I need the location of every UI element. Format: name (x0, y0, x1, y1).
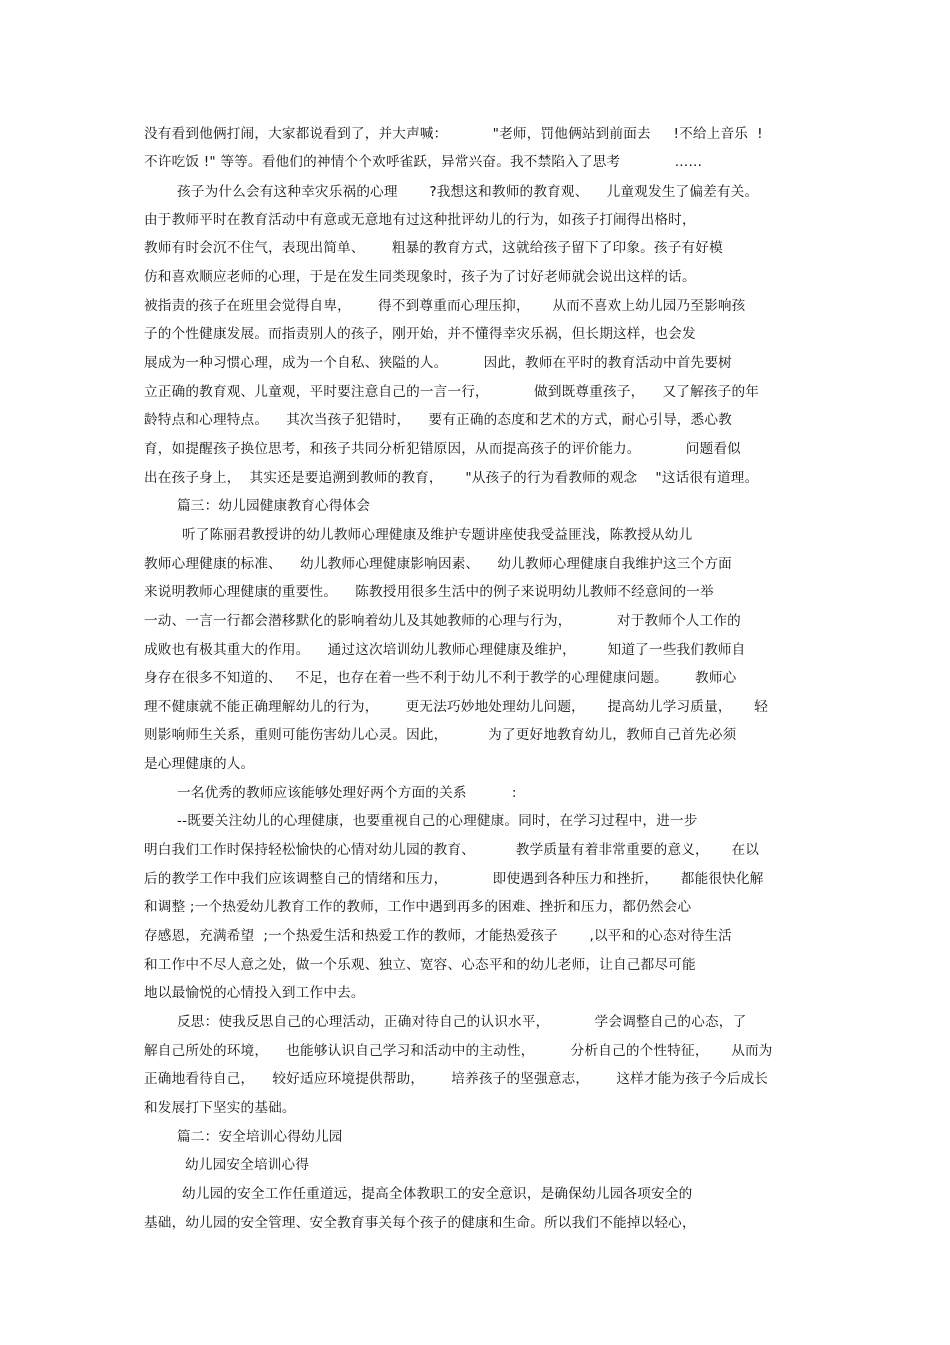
text-line: 教师有时会沉不住气，表现出简单、 粗暴的教育方式，这就给孩子留下了印象。孩子有好模 (144, 240, 723, 256)
text-line: 存感恩，充满希望 ;一个热爱生活和热爱工作的教师，才能热爱孩子 ,以平和的心态对待生活 (144, 928, 732, 944)
text-line: 孩子为什么会有这种幸灾乐祸的心理 ?我想这和教师的教育观、 儿童观发生了偏差有关。 (177, 184, 759, 200)
text-line: 幼儿园的安全工作任重道远，提高全体教职工的安全意识，是确保幼儿园各项安全的 (182, 1186, 693, 1202)
text-line: 教师心理健康的标准、 幼儿教师心理健康影响因素、 幼儿教师心理健康自我维护这三个方面 (144, 556, 732, 572)
text-line: 不许吃饭 !" 等等。看他们的神情个个欢呼雀跃，异常兴奋。我不禁陷入了思考 …… (144, 154, 703, 170)
text-line: 育，如提醒孩子换位思考，和孩子共同分析犯错原因，从而提高孩子的评价能力。 问题看似 (144, 441, 741, 457)
text-line: 来说明教师心理健康的重要性。 陈教授用很多生活中的例子来说明幼儿教师不经意间的一举 (144, 584, 714, 600)
text-line: 一动、一言一行都会潜移默化的影响着幼儿及其她教师的心理与行为， 对于教师个人工作的 (144, 613, 741, 629)
text-line: 没有看到他俩打闹，大家都说看到了，并大声喊： "老师，罚他俩站到前面去 !不给上音乐 ! (144, 126, 763, 142)
text-line: 是心理健康的人。 (144, 756, 255, 772)
text-line: 和发展打下坚实的基础。 (144, 1100, 296, 1116)
text-line: 展成为一种习惯心理，成为一个自私、狭隘的人。 因此，教师在平时的教育活动中首先要树 (144, 355, 732, 371)
text-line: --既要关注幼儿的心理健康，也要重视自己的心理健康。同时，在学习过程中，进一步 (177, 813, 698, 829)
text-line: 立正确的教育观、儿童观，平时要注意自己的一言一行， 做到既尊重孩子， 又了解孩子的年 (144, 384, 760, 400)
text-line: 则影响师生关系，重则可能伤害幼儿心灵。因此， 为了更好地教育幼儿，教师自己首先必须 (144, 727, 737, 743)
text-line: 解自己所处的环境， 也能够认识自己学习和活动中的主动性， 分析自己的个性特征， 从而为 (144, 1043, 773, 1059)
text-line: 正确地看待自己， 较好适应环境提供帮助， 培养孩子的坚强意志， 这样才能为孩子今后成长 (144, 1071, 769, 1087)
text-line: 被指责的孩子在班里会觉得自卑， 得不到尊重而心理压抑， 从而不喜欢上幼儿园乃至影响孩 (144, 298, 746, 314)
text-line: 成败也有极其重大的作用。 通过这次培训幼儿教师心理健康及维护， 知道了一些我们教师自 (144, 642, 746, 658)
text-line: 一名优秀的教师应该能够处理好两个方面的关系 : (177, 785, 517, 801)
text-line: 仿和喜欢顺应老师的心理，于是在发生同类现象时，孩子为了讨好老师就会说出这样的话。 (144, 269, 696, 285)
subheading: 幼儿园安全培训心得 (185, 1157, 310, 1173)
text-line: 龄特点和心理特点。 其次当孩子犯错时， 要有正确的态度和艺术的方式，耐心引导，悉心教 (144, 412, 732, 428)
text-line: 出在孩子身上， 其实还是要追溯到教师的教育， "从孩子的行为看教师的观念 "这话很有道理。 (144, 470, 759, 486)
text-line: 子的个性健康发展。而指责别人的孩子，刚开始，并不懂得幸灾乐祸，但长期这样，也会发 (144, 326, 696, 342)
text-line: 和调整 ;一个热爱幼儿教育工作的教师，工作中遇到再多的困难、挫折和压力，都仍然会心 (144, 899, 692, 915)
text-line: 后的教学工作中我们应该调整自己的情绪和压力， 即使遇到各种压力和挫折， 都能很快化解 (144, 871, 764, 887)
text-line: 由于教师平时在教育活动中有意或无意地有过这种批评幼儿的行为，如孩子打闹得出格时， (144, 212, 696, 228)
text-line: 地以最愉悦的心情投入到工作中去。 (144, 985, 365, 1001)
text-line: 反思：使我反思自己的心理活动，正确对待自己的认识水平， 学会调整自己的心态，了 (177, 1014, 747, 1030)
text-line: 听了陈丽君教授讲的幼儿教师心理健康及维护专题讲座使我受益匪浅，陈教授从幼儿 (182, 527, 693, 543)
text-line: 理不健康就不能正确理解幼儿的行为， 更无法巧妙地处理幼儿问题， 提高幼儿学习质量， 轻 (144, 699, 769, 715)
text-line: 明白我们工作时保持轻松愉快的心情对幼儿园的教育、 教学质量有着非常重要的意义， 在以 (144, 842, 760, 858)
section-heading: 篇二：安全培训心得幼儿园 (177, 1129, 343, 1145)
text-line: 和工作中不尽人意之处，做一个乐观、独立、宽容、心态平和的幼儿老师，让自己都尽可能 (144, 957, 696, 973)
text-line: 身存在很多不知道的、 不足，也存在着一些不利于幼儿不利于教学的心理健康问题。 教师心 (144, 670, 737, 686)
text-line: 基础，幼儿园的安全管理、安全教育事关每个孩子的健康和生命。所以我们不能掉以轻心， (144, 1215, 696, 1231)
section-heading: 篇三：幼儿园健康教育心得体会 (177, 498, 371, 514)
